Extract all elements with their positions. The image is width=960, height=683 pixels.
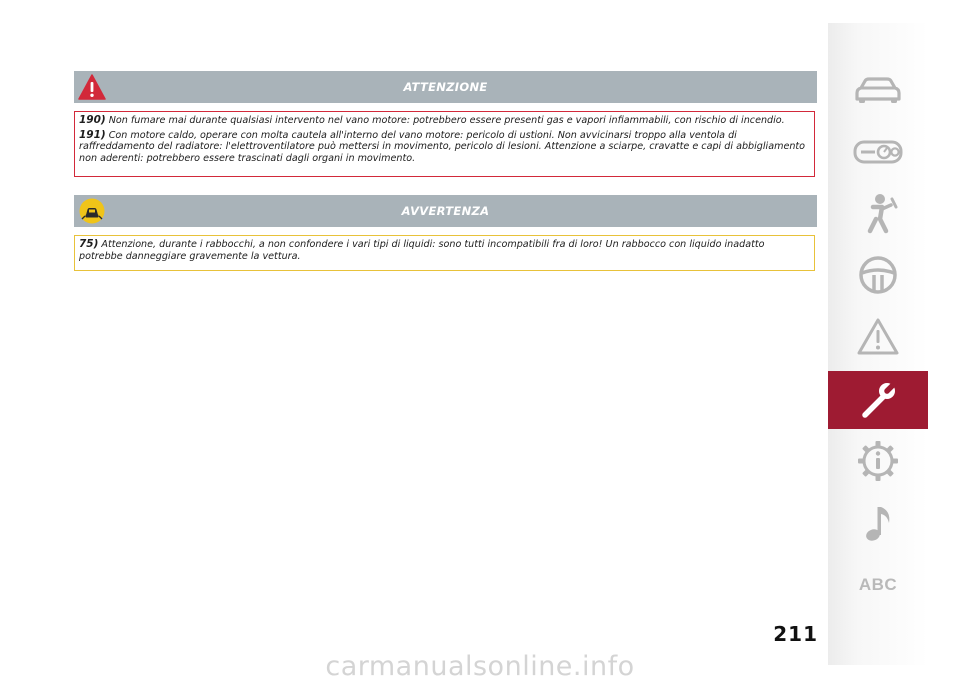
advisory-title: AVVERTENZA: [401, 204, 490, 218]
wrench-icon: [856, 378, 900, 422]
item-text: Con motore caldo, operare con molta cautela all'interno del vano motore: pericolo di ustioni. Non avvicinarsi troppo alla ventola di raffreddamento del radiatore: l'elettroventilatore può mettersi in movimento, pericolo di lesioni. Attenzione a sciarpe, cravatte e capi di abbigliamento non aderenti: potrebbero essere trascinati dagli organi in movimento.: [79, 129, 806, 164]
item-number: 191): [79, 128, 106, 141]
sidebar-item-driving[interactable]: [828, 247, 928, 303]
page-number: 211: [773, 622, 818, 646]
sidebar-item-car[interactable]: [828, 62, 928, 118]
sidebar-item-multimedia[interactable]: [828, 495, 928, 551]
attention-item-191: [79, 130, 810, 165]
car-icon: [851, 73, 905, 107]
advisory-header: [74, 195, 817, 227]
watermark: carmanualsonline.info: [325, 651, 635, 682]
instrument-panel-icon: [851, 137, 905, 167]
item-number: 190): [79, 114, 106, 126]
sidebar-item-instruments[interactable]: [828, 124, 928, 180]
attention-header: [74, 71, 817, 103]
item-text: Non fumare mai durante qualsiasi intervento nel vano motore: potrebbero essere presenti gas e vapori infiammabili, con rischio di incendio.: [108, 115, 785, 126]
sidebar-item-technical-data[interactable]: [828, 433, 928, 489]
advisory-body: [74, 235, 815, 271]
item-number: 75): [79, 238, 99, 250]
advisory-item-75: [79, 239, 810, 262]
sidebar-item-emergency[interactable]: [828, 309, 928, 365]
item-text: Attenzione, durante i rabbocchi, a non confondere i vari tipi di liquidi: sono tutti incompatibili fra di loro! Un rabbocco con liquido inadatto potrebbe danneggiare gravemente la vettura.: [79, 239, 765, 262]
info-gear-icon: [856, 439, 900, 483]
attention-title: ATTENZIONE: [403, 80, 488, 94]
abc-index-icon: ABC: [858, 575, 898, 594]
sidebar-item-safety[interactable]: [828, 185, 928, 241]
attention-item-190: [79, 115, 810, 127]
airbag-safety-icon: [856, 191, 900, 235]
attention-body: [74, 111, 815, 177]
sidebar-item-index[interactable]: [828, 557, 928, 613]
steering-wheel-icon: [856, 253, 900, 297]
sidebar-item-maintenance[interactable]: [828, 371, 928, 429]
music-note-icon: [858, 501, 898, 545]
warning-triangle-icon: [856, 317, 900, 357]
